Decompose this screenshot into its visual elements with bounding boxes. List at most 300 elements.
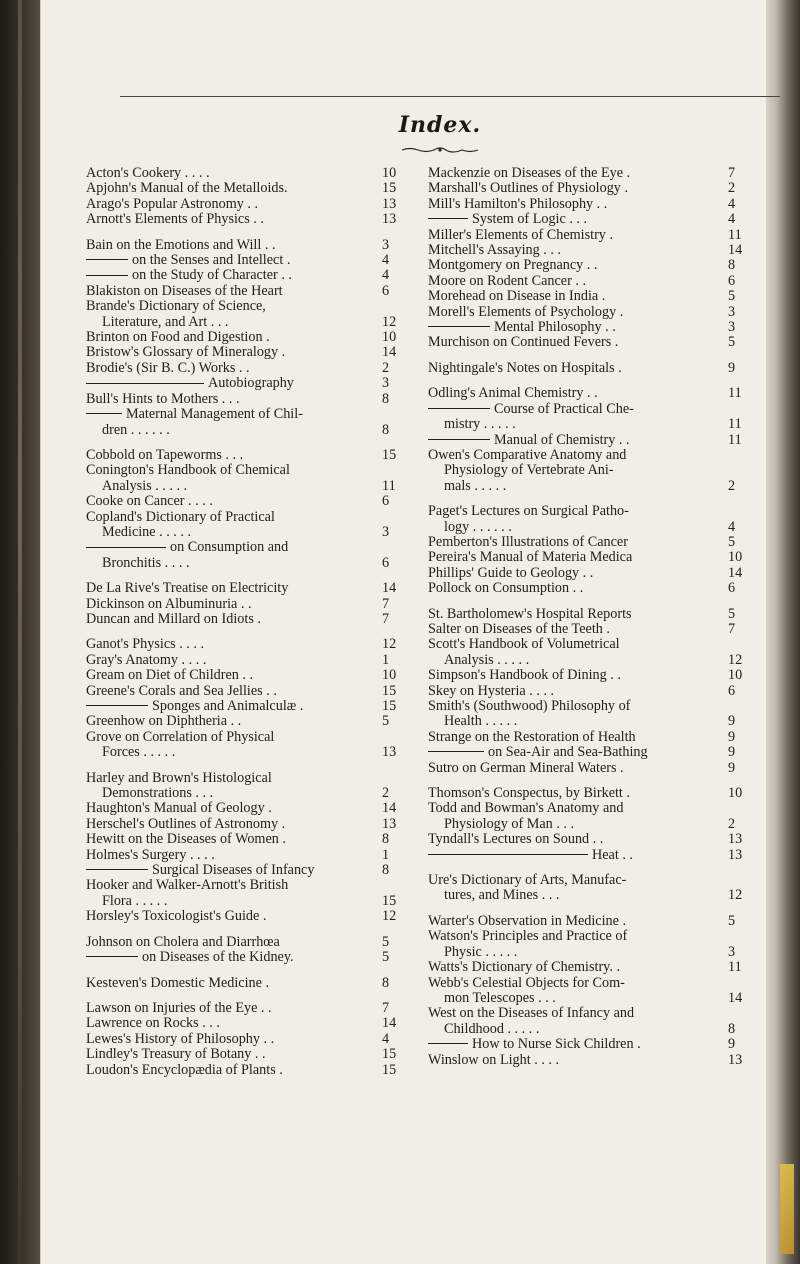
entry-page-number: 4 — [728, 211, 736, 228]
index-entry — [428, 212, 754, 227]
entry-title-text: dren . . . . . . — [102, 422, 170, 438]
entry-title — [86, 863, 380, 878]
entry-page-number: 15 — [382, 1046, 397, 1063]
index-entry — [86, 684, 408, 699]
index-entry — [86, 345, 408, 360]
index-entry — [86, 653, 408, 668]
index-entry-continuation — [428, 945, 754, 960]
entry-title — [444, 888, 726, 903]
entry-title — [428, 929, 726, 944]
entry-page-number: 10 — [728, 667, 743, 684]
entry-page-number: 8 — [382, 974, 390, 991]
entry-title — [444, 945, 726, 960]
entry-title-text: on the Study of Character . . — [132, 268, 292, 284]
entry-title-text: Greene's Corals and Sea Jellies . . — [86, 683, 277, 699]
entry-page-number: 3 — [382, 236, 390, 253]
index-entry — [428, 566, 754, 581]
index-column-left — [86, 166, 408, 1078]
index-entry-continuation — [86, 894, 408, 909]
index-entry — [86, 771, 408, 786]
entry-title — [428, 730, 726, 745]
entry-page-number: 6 — [728, 682, 736, 699]
entry-title — [428, 320, 726, 335]
entry-title-text: Bronchitis . . . . — [102, 555, 190, 571]
entry-title — [428, 305, 726, 320]
entry-title-text: Winslow on Light . . . . — [428, 1052, 560, 1068]
index-entry — [86, 238, 408, 253]
entry-page-number: 3 — [728, 319, 736, 336]
index-entry — [428, 433, 754, 448]
entry-title — [428, 801, 726, 816]
entry-page-number: 15 — [382, 682, 397, 699]
entry-title — [444, 991, 726, 1006]
entry-title-text: Ure's Dictionary of Arts, Manufac- — [428, 873, 627, 889]
entry-title-text: Course of Practical Che- — [494, 401, 634, 417]
entry-title — [444, 463, 726, 478]
entry-title — [86, 345, 380, 360]
entry-title — [102, 479, 380, 494]
ditto-dash — [428, 751, 484, 752]
index-entry-continuation — [428, 417, 754, 432]
entry-title — [428, 386, 726, 401]
entry-title-text: Brinton on Food and Digestion . — [86, 330, 270, 346]
entry-title-text: Smith's (Southwood) Philosophy of — [428, 699, 631, 714]
entry-page-number: 15 — [382, 892, 397, 909]
entry-title — [444, 817, 726, 832]
index-entry — [428, 848, 754, 863]
entry-gap — [86, 925, 408, 935]
index-entry — [428, 730, 754, 745]
entry-title-text: Montgomery on Pregnancy . . — [428, 258, 598, 274]
entry-title — [86, 284, 380, 299]
entry-page-number: 6 — [728, 580, 736, 597]
entry-title — [428, 607, 726, 622]
entry-title — [428, 504, 726, 519]
entry-title — [86, 166, 380, 181]
entry-title-text: Paget's Lectures on Surgical Patho- — [428, 504, 629, 520]
entry-title-text: Simpson's Handbook of Dining . . — [428, 668, 621, 684]
entry-page-number: 14 — [382, 344, 397, 361]
entry-title — [86, 848, 380, 863]
entry-title — [428, 668, 726, 683]
entry-page-number: 2 — [382, 785, 390, 802]
index-entry — [86, 976, 408, 991]
ditto-dash — [86, 275, 128, 276]
entry-gap — [428, 776, 754, 786]
index-entry — [86, 494, 408, 509]
entry-title — [428, 622, 726, 637]
entry-page-number: 5 — [728, 605, 736, 622]
index-entry-continuation — [86, 315, 408, 330]
index-entry — [428, 976, 754, 991]
entry-title-text: Childhood . . . . . — [444, 1021, 540, 1037]
entry-title — [86, 714, 380, 729]
entry-page-number: 4 — [382, 252, 390, 269]
entry-title-text: Brande's Dictionary of Science, — [86, 299, 266, 315]
color-tab — [780, 1164, 794, 1254]
index-entry — [86, 637, 408, 652]
entry-gap — [86, 761, 408, 771]
index-entry — [428, 745, 754, 760]
entry-page-number: 5 — [728, 334, 736, 351]
entry-page-number: 10 — [382, 165, 397, 181]
entry-title — [86, 817, 380, 832]
entry-page-number: 6 — [382, 493, 390, 510]
entry-page-number: 15 — [382, 1061, 397, 1078]
entry-title-text: St. Bartholomew's Hospital Reports — [428, 606, 632, 622]
entry-page-number: 12 — [382, 636, 397, 653]
entry-title — [428, 1006, 726, 1021]
entry-title — [102, 525, 380, 540]
entry-page-number: 12 — [728, 651, 743, 668]
index-entry — [428, 550, 754, 565]
entry-title — [86, 299, 380, 314]
binding-streak — [18, 0, 22, 1264]
entry-title — [86, 581, 380, 596]
entry-title-text: Physiology of Man . . . — [444, 816, 575, 832]
entry-title — [102, 423, 380, 438]
top-rule — [120, 96, 780, 97]
index-entry — [86, 463, 408, 478]
index-entry — [86, 1032, 408, 1047]
entry-page-number: 8 — [728, 1020, 736, 1037]
entry-title — [428, 914, 726, 929]
entry-title — [86, 909, 380, 924]
index-entry — [428, 402, 754, 417]
index-entry — [428, 622, 754, 637]
entry-title-text: on Sea-Air and Sea-Bathing — [488, 745, 648, 761]
entry-title-text: Duncan and Millard on Idiots . — [86, 611, 261, 627]
entry-page-number: 5 — [728, 912, 736, 929]
entry-title — [86, 376, 380, 391]
index-entry — [86, 668, 408, 683]
entry-title-text: West on the Diseases of Infancy and — [428, 1006, 635, 1022]
entry-title-text: Copland's Dictionary of Practical — [86, 509, 275, 525]
entry-page-number: 3 — [382, 375, 390, 392]
entry-title-text: How to Nurse Sick Children . — [472, 1037, 641, 1053]
index-entry-continuation — [86, 525, 408, 540]
entry-title — [86, 197, 380, 212]
entry-page-number: 5 — [728, 288, 736, 305]
entry-title-text: Loudon's Encyclopædia of Plants . — [86, 1062, 283, 1078]
entry-page-number: 7 — [382, 610, 390, 627]
entry-title-text: Greenhow on Diphtheria . . — [86, 714, 242, 730]
entry-title-text: Demonstrations . . . — [102, 786, 214, 802]
entry-title — [86, 1032, 380, 1047]
entry-title — [428, 228, 726, 243]
entry-page-number: 8 — [382, 390, 390, 407]
entry-title — [428, 848, 726, 863]
entry-page-number: 11 — [382, 477, 396, 494]
index-entry — [86, 212, 408, 227]
index-entry-continuation — [86, 556, 408, 571]
entry-page-number: 8 — [382, 831, 390, 848]
entry-title — [444, 714, 726, 729]
index-entry — [86, 581, 408, 596]
entry-title-text: Arago's Popular Astronomy . . — [86, 196, 259, 212]
entry-title — [444, 417, 726, 432]
entry-title — [86, 1001, 380, 1016]
index-entry — [86, 510, 408, 525]
index-entry — [428, 504, 754, 519]
entry-title — [428, 212, 726, 227]
index-entry-continuation — [428, 817, 754, 832]
entry-title-text: Sutro on German Mineral Waters . — [428, 760, 624, 776]
entry-title-text: Watson's Principles and Practice of — [428, 929, 628, 945]
entry-title — [102, 556, 380, 571]
entry-title — [428, 761, 726, 776]
entry-title-text: Moore on Rodent Cancer . . — [428, 273, 586, 289]
index-entry-continuation — [428, 888, 754, 903]
entry-page-number: 8 — [382, 421, 390, 438]
entry-page-number: 3 — [728, 943, 736, 960]
index-entry — [86, 1001, 408, 1016]
index-entry — [86, 197, 408, 212]
entry-title-text: mistry . . . . . — [444, 417, 516, 433]
entry-title — [428, 402, 726, 417]
entry-title-text: Odling's Animal Chemistry . . — [428, 386, 598, 402]
entry-title — [444, 520, 726, 535]
index-entry — [428, 1037, 754, 1052]
ditto-dash — [428, 439, 490, 440]
entry-title — [444, 1022, 726, 1037]
entry-gap — [428, 904, 754, 914]
entry-title-text: Herschel's Outlines of Astronomy . — [86, 816, 286, 832]
entry-title — [428, 289, 726, 304]
entry-page-number: 11 — [728, 431, 742, 448]
entry-title-text: Dickinson on Albuminuria . . — [86, 596, 252, 612]
index-entry — [86, 540, 408, 555]
entry-title — [86, 612, 380, 627]
entry-title-text: Physiology of Vertebrate Ani- — [444, 463, 614, 479]
ditto-dash — [86, 383, 204, 384]
entry-title-text: Medicine . . . . . — [102, 524, 192, 540]
entry-gap — [428, 863, 754, 873]
entry-title-text: Holmes's Surgery . . . . — [86, 847, 215, 863]
ditto-dash — [86, 705, 148, 706]
entry-page-number: 6 — [382, 282, 390, 299]
entry-title — [86, 392, 380, 407]
entry-page-number: 9 — [728, 744, 736, 761]
entry-page-number: 13 — [382, 195, 397, 212]
entry-page-number: 3 — [382, 523, 390, 540]
entry-title — [428, 274, 726, 289]
index-entry-continuation — [428, 520, 754, 535]
entry-title — [86, 699, 380, 714]
entry-title-text: Manual of Chemistry . . — [494, 432, 630, 448]
index-entry — [86, 597, 408, 612]
index-entry — [428, 960, 754, 975]
entry-title — [444, 653, 726, 668]
entry-gap — [428, 597, 754, 607]
entry-title — [86, 771, 380, 786]
index-entry — [86, 935, 408, 950]
index-entry — [428, 914, 754, 929]
entry-title-text: on the Senses and Intellect . — [132, 253, 291, 269]
ditto-dash — [86, 413, 122, 414]
index-entry-continuation — [86, 745, 408, 760]
index-entry — [86, 361, 408, 376]
entry-page-number: 10 — [382, 329, 397, 346]
entry-title — [86, 935, 380, 950]
entry-title-text: Pollock on Consumption . . — [428, 581, 584, 597]
entry-title-text: Mackenzie on Diseases of the Eye . — [428, 166, 631, 181]
index-entry — [86, 376, 408, 391]
page-heading: Index. — [398, 112, 482, 138]
entry-page-number: 9 — [728, 728, 736, 745]
entry-page-number: 11 — [728, 416, 742, 433]
index-entry — [428, 320, 754, 335]
entry-page-number: 4 — [382, 1030, 390, 1047]
index-entry — [86, 714, 408, 729]
entry-title-text: Lewes's History of Philosophy . . — [86, 1031, 275, 1047]
index-entry — [428, 832, 754, 847]
entry-title — [86, 976, 380, 991]
entry-page-number: 7 — [382, 999, 390, 1016]
entry-page-number: 13 — [382, 211, 397, 228]
entry-title — [86, 238, 380, 253]
index-entry-continuation — [86, 479, 408, 494]
entry-page-number: 11 — [728, 226, 742, 243]
entry-page-number: 12 — [382, 313, 397, 330]
entry-title — [86, 540, 380, 555]
entry-title-text: Health . . . . . — [444, 714, 518, 730]
entry-title-text: Apjohn's Manual of the Metalloids. — [86, 181, 288, 197]
entry-title — [86, 950, 380, 965]
index-entry — [428, 228, 754, 243]
entry-page-number: 15 — [382, 698, 397, 714]
index-entry — [428, 668, 754, 683]
index-entry — [428, 335, 754, 350]
entry-title-text: Literature, and Art . . . — [102, 314, 229, 330]
index-entry — [86, 181, 408, 196]
entry-gap — [86, 571, 408, 581]
entry-page-number: 4 — [728, 518, 736, 535]
index-entry — [428, 1053, 754, 1068]
entry-title — [86, 1047, 380, 1062]
entry-page-number: 5 — [382, 933, 390, 950]
entry-title-text: Skey on Hysteria . . . . — [428, 683, 555, 699]
index-entry — [86, 448, 408, 463]
index-entry-continuation — [428, 714, 754, 729]
entry-title-text: Bain on the Emotions and Will . . — [86, 237, 276, 253]
entry-title-text: Nightingale's Notes on Hospitals . — [428, 360, 622, 376]
entry-gap — [86, 627, 408, 637]
entry-title — [428, 448, 726, 463]
entry-title-text: Horsley's Toxicologist's Guide . — [86, 909, 267, 925]
entry-page-number: 5 — [382, 949, 390, 966]
entry-page-number: 7 — [728, 620, 736, 637]
entry-page-number: 1 — [382, 651, 390, 668]
entry-title — [428, 361, 726, 376]
entry-title — [428, 745, 726, 760]
entry-title-text: Miller's Elements of Chemistry . — [428, 227, 613, 243]
entry-page-number: 8 — [728, 257, 736, 274]
index-entry — [428, 289, 754, 304]
entry-title-text: Grove on Correlation of Physical — [86, 729, 275, 745]
entry-page-number: 2 — [728, 815, 736, 832]
entry-title — [86, 253, 380, 268]
index-entry — [86, 1047, 408, 1062]
entry-title — [102, 745, 380, 760]
entry-gap — [428, 494, 754, 504]
entry-title-text: on Diseases of the Kidney. — [142, 950, 294, 966]
index-entry — [428, 258, 754, 273]
index-entry — [428, 166, 754, 181]
heading-flourish-ornament — [400, 146, 480, 154]
index-column-right — [428, 166, 754, 1068]
entry-title-text: Harley and Brown's Histological — [86, 770, 272, 786]
entry-title-text: Flora . . . . . — [102, 893, 168, 909]
entry-page-number: 2 — [728, 477, 736, 494]
entry-gap — [428, 351, 754, 361]
entry-page-number: 13 — [382, 744, 397, 761]
entry-page-number: 2 — [728, 180, 736, 197]
entry-title — [428, 1053, 726, 1068]
entry-gap — [428, 376, 754, 386]
entry-title — [86, 878, 380, 893]
index-entry — [428, 197, 754, 212]
index-entry — [428, 386, 754, 401]
entry-page-number: 14 — [382, 580, 397, 597]
index-entry — [86, 817, 408, 832]
entry-title — [428, 335, 726, 350]
entry-page-number: 9 — [728, 759, 736, 776]
entry-title-text: Lawrence on Rocks . . . — [86, 1016, 220, 1032]
index-entry — [86, 299, 408, 314]
index-entry — [428, 801, 754, 816]
entry-page-number: 14 — [382, 800, 397, 817]
entry-title — [86, 494, 380, 509]
entry-title-text: De La Rive's Treatise on Electricity — [86, 581, 289, 597]
entry-title — [428, 960, 726, 975]
index-entry — [428, 684, 754, 699]
entry-title — [86, 330, 380, 345]
entry-title-text: Salter on Diseases of the Teeth . — [428, 621, 610, 637]
ditto-dash — [428, 218, 468, 219]
index-entry — [428, 181, 754, 196]
entry-title-text: Pemberton's Illustrations of Cancer — [428, 534, 628, 550]
entry-page-number: 13 — [728, 1051, 743, 1068]
ditto-dash — [86, 869, 148, 870]
entry-page-number: 9 — [728, 713, 736, 730]
entry-page-number: 14 — [728, 242, 743, 259]
index-entry — [86, 612, 408, 627]
entry-title — [428, 166, 726, 181]
entry-page-number: 5 — [382, 713, 390, 730]
entry-page-number: 10 — [382, 667, 397, 684]
index-entry — [86, 848, 408, 863]
entry-title-text: Mental Philosophy . . — [494, 320, 616, 336]
entry-title — [428, 243, 726, 258]
entry-title-text: Kesteven's Domestic Medicine . — [86, 975, 270, 991]
entry-gap — [86, 228, 408, 238]
entry-title-text: Mitchell's Assaying . . . — [428, 243, 562, 259]
index-entry-continuation — [86, 786, 408, 801]
entry-title — [428, 535, 726, 550]
entry-title — [102, 786, 380, 801]
ditto-dash — [428, 326, 490, 327]
entry-title-text: Scott's Handbook of Volumetrical — [428, 637, 620, 653]
entry-title — [86, 832, 380, 847]
entry-title — [428, 699, 726, 714]
index-entry — [428, 929, 754, 944]
index-entry — [428, 786, 754, 801]
index-entry — [428, 1006, 754, 1021]
entry-title — [86, 653, 380, 668]
entry-title — [428, 581, 726, 596]
entry-page-number: 5 — [728, 533, 736, 550]
